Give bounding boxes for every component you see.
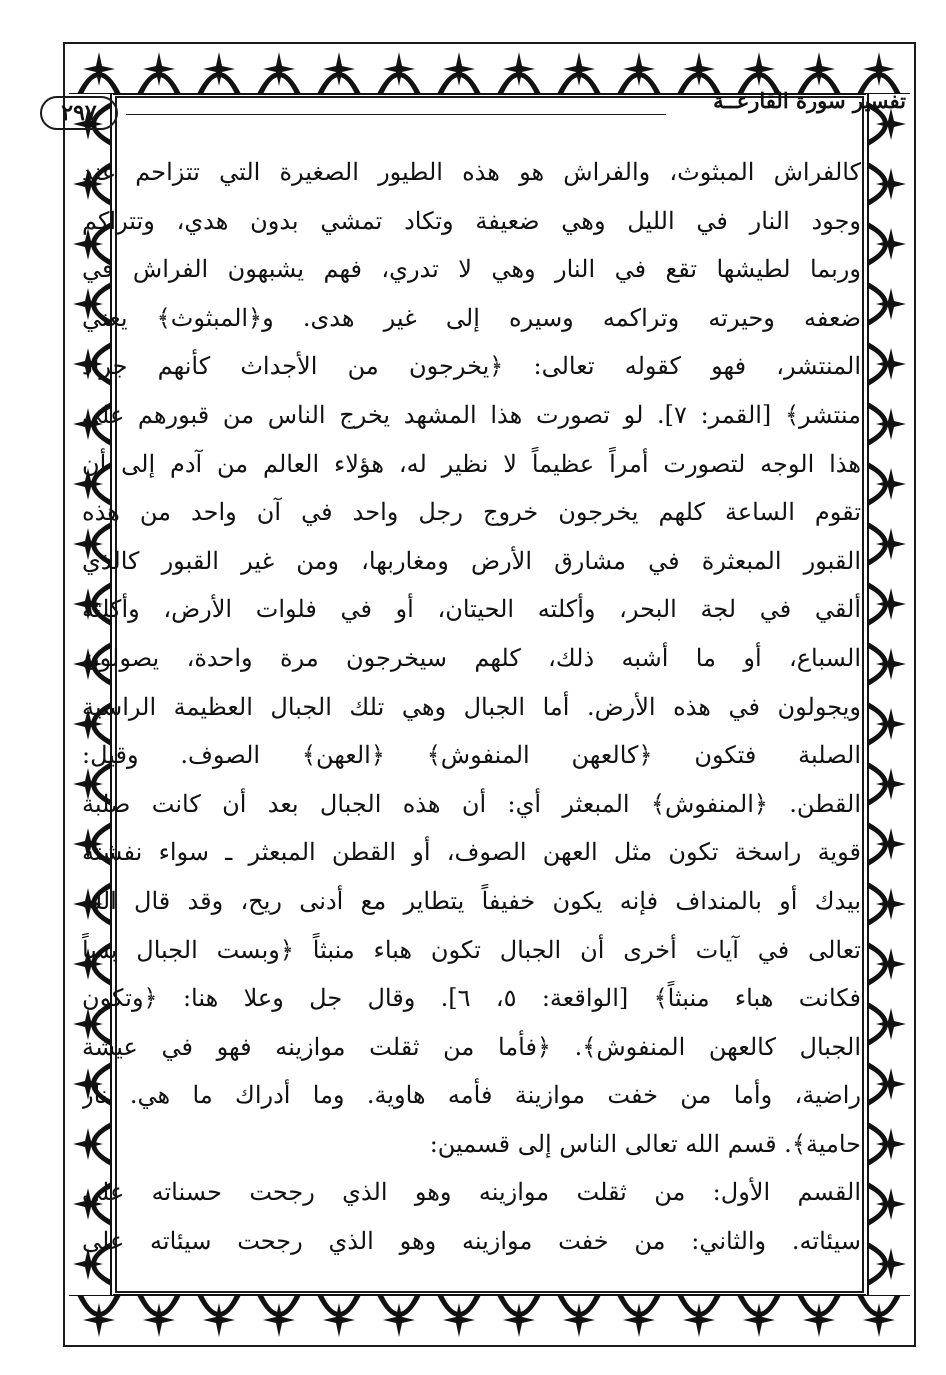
text-line: وربما لطيشها تقع في النار وهي لا تدري، فهم يشبهون الفراش في <box>82 255 861 284</box>
text-line: قوية راسخة تكون مثل العهن الصوف، أو القطن المبعثر ـ سواء نفشته <box>82 838 861 867</box>
text-line: فكانت هباء منبثاً﴾ [الواقعة: ٥، ٦]. وقال جل وعلا هنا: ﴿وتكون <box>82 984 861 1013</box>
text-line: القبور المبعثرة في مشارق الأرض ومغاربها، ومن غير القبور كالذي <box>82 546 861 575</box>
text-line: ضعفه وحيرته وتراكمه وسيره إلى غير هدى. و﴿المبثوث﴾ يعني <box>82 303 861 332</box>
text-line: السباع، أو ما أشبه ذلك، كلهم سيخرجون مرة واحدة، يصولون <box>82 643 861 672</box>
text-line: ويجولون في هذه الأرض. أما الجبال وهي تلك الجبال العظيمة الراسية <box>82 692 861 721</box>
text-line: القطن. ﴿المنفوش﴾ المبعثر أي: أن هذه الجبال بعد أن كانت صلبة <box>82 789 861 818</box>
text-line: المنتشر، فهو كقوله تعالى: ﴿يخرجون من الأجداث كأنهم جراد <box>82 352 861 381</box>
header-rule <box>126 114 666 115</box>
body-text <box>82 148 861 1266</box>
right-ornament-border <box>866 94 910 1295</box>
text-line: بيدك أو بالمنداف فإنه يكون خفيفاً يتطاير مع أدنى ريح، وقد قال الله <box>82 886 861 915</box>
text-line: حامية﴾. قسم الله تعالى الناس إلى قسمين: <box>429 1129 861 1158</box>
text-line: هذا الوجه لتصورت أمراً عظيماً لا نظير له، هؤلاء العالم من آدم إلى أن <box>82 449 861 478</box>
text-line: تقوم الساعة كلهم يخرجون خروج رجل واحد في آن واحد من هذه <box>82 498 861 527</box>
text-line: كالفراش المبثوث، والفراش هو هذه الطيور الصغيرة التي تتزاحم عند <box>82 158 861 186</box>
text-line: القسم الأول: من ثقلت موازينه وهو الذي رجحت حسناته على <box>82 1178 861 1207</box>
text-line: الصلبة فتكون ﴿كالعهن المنفوش﴾ ﴿العهن﴾ الصوف. وقيل: <box>82 741 861 770</box>
text-line: تعالى في آيات أخرى أن الجبال تكون هباء منبثاً ﴿وبست الجبال بساً <box>82 935 861 964</box>
page-number-badge: ٢٩٧ <box>40 96 118 130</box>
text-line: سيئاته. والثاني: من خفت موازينه وهو الذي رجحت سيئاته على <box>82 1227 861 1256</box>
bottom-ornament-border <box>69 1293 910 1341</box>
page-header <box>40 88 906 128</box>
text-line: منتشر﴾ [القمر: ٧]. لو تصورت هذا المشهد يخرج الناس من قبورهم على <box>82 400 861 429</box>
text-line: ألقي في لجة البحر، وأكلته الحيتان، أو في فلوات الأرض، وأكلته <box>82 595 861 624</box>
text-line: الجبال كالعهن المنفوش﴾. ﴿فأما من ثقلت موازينه فهو في عيشة <box>82 1032 861 1061</box>
running-title: تفسير سورة القارعــة <box>713 88 906 113</box>
text-line: وجود النار في الليل وهي ضعيفة وتكاد تمشي بدون هدي، وتتراكم <box>82 206 861 235</box>
text-line: راضية، وأما من خفت موازينة فأمه هاوية. وما أدراك ما هي. نار <box>82 1081 861 1110</box>
